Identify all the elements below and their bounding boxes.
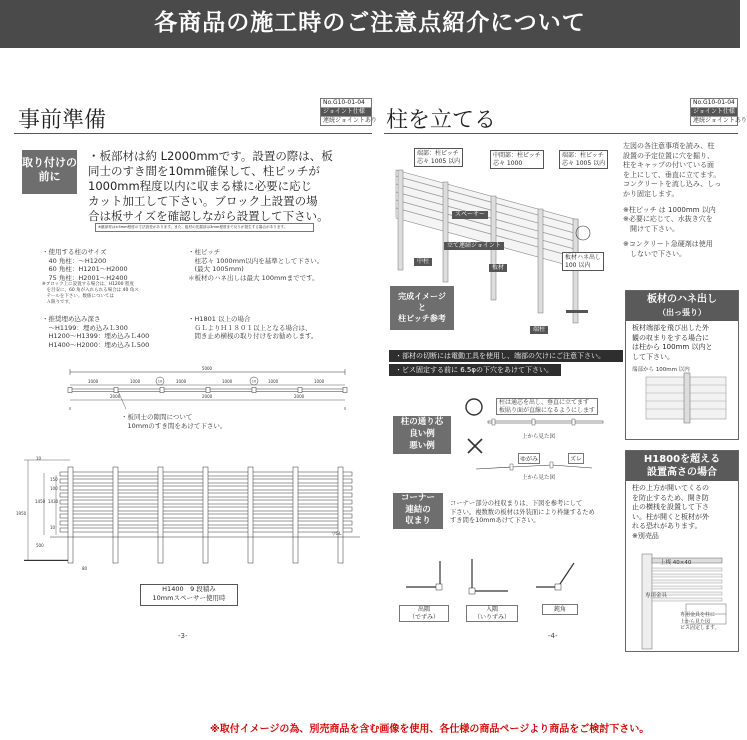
distortion-label: ゆがみ — [518, 453, 540, 464]
overhang-drawing — [626, 373, 736, 423]
overhang-box-head: 板材のハネ出し （出っ張り） — [626, 291, 738, 321]
plan-dim-1: 1000 — [88, 379, 99, 384]
callout-end-post: 端柱 — [530, 326, 548, 334]
elev-dim-1950: 1950 — [16, 511, 27, 516]
callout-overhang: 板材ハネ出し 100 以内 — [562, 252, 604, 271]
overhang-box-text: 板材端部を飛び出した外 観の収まりをする場合に は柱から 100mm 以内と して下さい。 — [632, 324, 713, 361]
plan-board-dim-3: 2000 — [294, 394, 305, 399]
good-example-note: 柱は通芯を出し、垂直に立てます 板貼り面が直線になるようにします — [496, 398, 598, 415]
plan-dim-2: 1000 — [130, 379, 141, 384]
tolerance-note: ※継部材は±5mm程度の寸法誤差があります。また、板材の先端部は3mm程度まで反りが発生する場合があります。 — [95, 223, 314, 232]
top-rail-label: 上桟 40×40 — [660, 560, 692, 566]
embed-depth-note: ・推奨埋め込み深さ ～H1199：埋め込みＬ300 H1200～H1399：埋め込みＬ400 H1400～H2000：埋め込みＬ500 — [42, 315, 150, 349]
plan-board-dim-2: 2000 — [202, 394, 213, 399]
callout-end-pitch-right: 端部：柱ピッチ 芯々 1005 以内 — [559, 150, 608, 169]
main-install-note: ・板部材は約 L2000mmです。設置の際は、板 同士のすき間を10mm確保して、柱ピッチが 1000mm程度以内に収まる様に必要に応じ カット加工して下さい。ブロック上設置の場 合は板サイズを確認しながら設置して下さい。 — [88, 149, 333, 223]
overhang-box — [625, 290, 739, 440]
bracket-label: 専用金具 — [645, 593, 668, 599]
elevation-caption: H1400 9 段積み 10mmスペーサー使用時 — [140, 584, 238, 606]
board-gap-note: ・板同士の隙間について 10mmのすき間をあけて下さい。 — [121, 413, 227, 430]
bracket-note: 専用金具を柱に 上から見た図 ビス固定します。 — [680, 612, 720, 631]
left-doc-number: No.G10-01-04 ジョイント仕様 連続ジョイントあり — [320, 98, 372, 126]
plan-gap-marker-1: 10 — [157, 379, 163, 384]
h1800-box-text: 柱の上方が開いてくるの を防止するため、開き防 止の横桟を設置して下さ い。柱が開くと板材が外 れる恐れがあります。 ※別売品 — [632, 484, 709, 540]
inside-corner-label: 入隅 （いりずみ） — [466, 605, 518, 622]
plan-dim-5: 1000 — [268, 379, 279, 384]
corner-note: コーナー部分の柱収まりは、下図を参考にして 下さい。複数数の板材は外装面により枠継するため すき間を10mmあけて下さい。 — [450, 500, 595, 524]
right-page-number: -4- — [548, 632, 558, 640]
elev-dim-100: 100 — [50, 486, 58, 491]
outside-corner-label: 出隅 （でずみ） — [399, 605, 449, 622]
left-page-number: -3- — [178, 632, 188, 640]
corner-tag: コーナー 連結の 収まり — [393, 493, 443, 529]
top-view-label-bad: 上から見た図 — [522, 475, 556, 481]
right-title-rule — [384, 133, 738, 134]
right-doc-number: No.G10-01-04 ジョイント仕様 連続ジョイントあり — [690, 98, 738, 126]
completion-image-tag: 完成イメージ と 柱ピッチ参考 — [390, 286, 454, 330]
plan-gap-marker-2: 10 — [251, 379, 257, 384]
banner-title: 各商品の施工時のご注意点紹介について — [154, 10, 586, 36]
plan-dim-4: 1000 — [222, 379, 233, 384]
post-size-note: ・使用する柱のサイズ 40 角柱：～H1200 60 角柱：H1201～H2000 75 角柱：H2001～H2400 ※ブロック上に設置する場合は、H1200 程度 を目安に、60 角が入れられる場合は 40 角ス テールを下さい。数値については Ａ限りです。 — [42, 248, 139, 305]
h1801-note: ・H1801 以上の場合 ＧＬよりＨ１８０１以上となる場合は、 間き止め横桟の取り付けをお勧めします。 — [188, 315, 318, 340]
elev-dim-bottom: 10 — [50, 525, 56, 530]
overhang-dim-label: 端部から 100mm 以内 — [632, 367, 690, 373]
before-install-tag: 取り付けの 前に — [22, 150, 77, 194]
callout-spacer: スペーサー — [452, 211, 488, 219]
elev-dim-1450: 1450 — [35, 499, 46, 504]
elevation-drawing — [10, 455, 370, 580]
plan-dim-6: 1000 — [314, 379, 325, 384]
elev-dim-150: 150 — [50, 477, 58, 482]
misalign-label: ズレ — [568, 453, 584, 464]
callout-mid-pitch: 中間部：柱ピッチ 芯々 1000 — [490, 150, 544, 169]
callout-joint: 立て連結ジョイント — [444, 242, 504, 250]
footer-disclaimer: ※取付イメージの為、別売商品を含む画像を使用、各仕様の商品ページより商品をご検討下さい。 — [210, 724, 650, 735]
obtuse-corner-label: 鈍角 — [542, 604, 578, 615]
h1800-box-head: H1800を超える 設置高さの場合 — [626, 451, 738, 481]
elev-dim-1430: 1430 — [48, 499, 59, 504]
post-pitch-note: ・柱ピッチ 柱芯々 1000mm以内を基準として下さい。 (最大 1005mm) ＊板材のハネ出しは最大 100mmまでです。 — [188, 248, 324, 282]
callout-mid-post: 中柱 — [414, 258, 432, 266]
plan-board-dim-1: 2000 — [110, 394, 121, 399]
plan-dim-3: 1000 — [176, 379, 187, 384]
gl-marker: ▽GL — [332, 532, 342, 537]
plan-total-dim: 5000 — [201, 366, 213, 371]
page-banner — [0, 0, 740, 48]
cutting-warning-bar: ・部材の切断には電動工具を使用し、端部の欠けにご注意下さい。 — [389, 350, 623, 362]
post-install-side-note: 左図の各注意事項を読み、柱 設置の予定位置に穴を掘り、 柱をキャップの付いている面 を上にして、垂直に立てます。 コンクリートを流し込み、しっ かり固定します。 ※柱ピッチ は 1000mm 以内 ※必要に応じて、水抜き穴を 開けて下さい。 ※コンクリート急硬剤は使用 しないで下さい。 — [623, 142, 722, 258]
top-view-label-good: 上から見た図 — [522, 434, 556, 440]
callout-end-pitch-left: 端部：柱ピッチ 芯々 1005 以内 — [414, 148, 463, 167]
left-title-rule — [14, 133, 372, 134]
good-bad-tag: 柱の通り芯 良い例 悪い例 — [393, 416, 451, 454]
callout-board: 板材 — [489, 264, 507, 272]
elev-dim-500: 500 — [36, 543, 44, 548]
right-section-title: 柱を立てる — [386, 108, 497, 133]
plan-view-drawing — [60, 364, 360, 414]
elev-dim-80: 80 — [82, 566, 88, 571]
elev-dim-top: 10 — [36, 456, 42, 461]
left-section-title: 事前準備 — [18, 108, 107, 133]
screw-warning-bar: ・ビス固定する前に 6.5φの下穴をあけて下さい。 — [389, 364, 561, 376]
